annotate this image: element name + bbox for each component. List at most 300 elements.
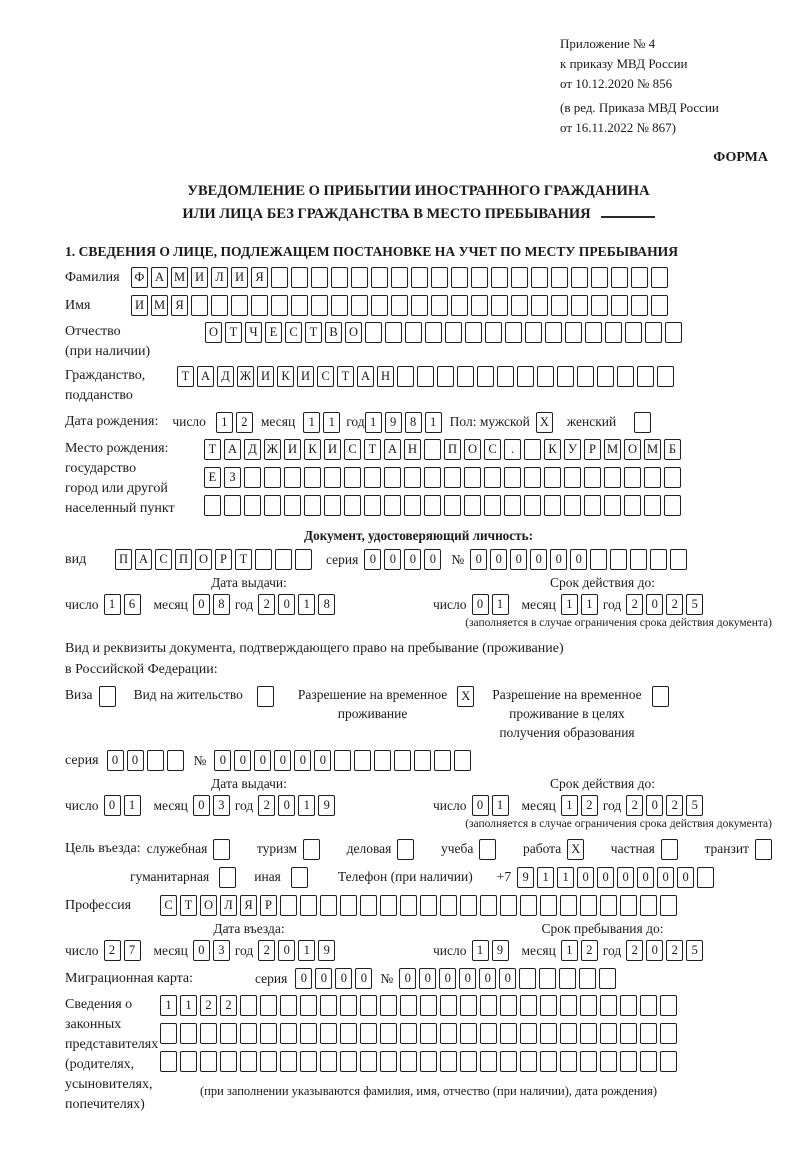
char-cell[interactable]	[260, 1023, 277, 1044]
char-cell[interactable]	[560, 895, 577, 916]
char-cell[interactable]	[425, 322, 442, 343]
char-cell[interactable]: 1	[180, 995, 197, 1016]
char-cell[interactable]: С	[344, 439, 361, 460]
char-cell[interactable]: О	[200, 895, 217, 916]
char-cell[interactable]: И	[257, 366, 274, 387]
char-cell[interactable]: 0	[570, 549, 587, 570]
char-cell[interactable]: 0	[617, 867, 634, 888]
char-cell[interactable]: Я	[240, 895, 257, 916]
char-cell[interactable]: М	[644, 439, 661, 460]
char-cell[interactable]	[545, 322, 562, 343]
char-cell[interactable]	[630, 549, 647, 570]
char-cell[interactable]	[484, 495, 501, 516]
char-cell[interactable]: 2	[666, 795, 683, 816]
char-cell[interactable]: Л	[211, 267, 228, 288]
char-cell[interactable]	[631, 267, 648, 288]
char-cell[interactable]	[551, 295, 568, 316]
char-cell[interactable]: 0	[193, 940, 210, 961]
char-cell[interactable]	[591, 295, 608, 316]
char-cell[interactable]	[340, 1023, 357, 1044]
char-cell[interactable]: Я	[171, 295, 188, 316]
char-cell[interactable]: К	[544, 439, 561, 460]
char-cell[interactable]: К	[304, 439, 321, 460]
char-cell[interactable]	[240, 1023, 257, 1044]
char-cell[interactable]	[374, 750, 391, 771]
char-cell[interactable]	[444, 467, 461, 488]
char-cell[interactable]: 0	[470, 549, 487, 570]
char-cell[interactable]: Т	[225, 322, 242, 343]
char-cell[interactable]	[540, 1051, 557, 1072]
char-cell[interactable]: 1	[303, 412, 320, 433]
char-cell[interactable]	[280, 1023, 297, 1044]
male-checkbox[interactable]: X	[536, 412, 553, 433]
char-cell[interactable]	[657, 366, 674, 387]
char-cell[interactable]	[275, 549, 292, 570]
char-cell[interactable]	[637, 366, 654, 387]
char-cell[interactable]	[371, 267, 388, 288]
char-cell[interactable]	[610, 549, 627, 570]
char-cell[interactable]: М	[171, 267, 188, 288]
char-cell[interactable]	[571, 267, 588, 288]
char-cell[interactable]	[565, 322, 582, 343]
char-cell[interactable]: 0	[127, 750, 144, 771]
char-cell[interactable]	[540, 1023, 557, 1044]
char-cell[interactable]: 3	[213, 940, 230, 961]
char-cell[interactable]: С	[285, 322, 302, 343]
char-cell[interactable]: 0	[637, 867, 654, 888]
study-checkbox[interactable]	[479, 839, 496, 860]
char-cell[interactable]	[440, 1023, 457, 1044]
char-cell[interactable]: 1	[160, 995, 177, 1016]
char-cell[interactable]	[440, 895, 457, 916]
char-cell[interactable]: С	[484, 439, 501, 460]
char-cell[interactable]	[380, 995, 397, 1016]
char-cell[interactable]	[520, 895, 537, 916]
char-cell[interactable]	[525, 322, 542, 343]
char-cell[interactable]	[491, 295, 508, 316]
humanitarian-checkbox[interactable]	[219, 867, 236, 888]
char-cell[interactable]: У	[564, 439, 581, 460]
char-cell[interactable]	[280, 1051, 297, 1072]
char-cell[interactable]: 1	[298, 940, 315, 961]
char-cell[interactable]: Д	[244, 439, 261, 460]
char-cell[interactable]	[211, 295, 228, 316]
char-cell[interactable]	[264, 495, 281, 516]
char-cell[interactable]	[460, 995, 477, 1016]
char-cell[interactable]: 0	[295, 968, 312, 989]
char-cell[interactable]	[504, 495, 521, 516]
char-cell[interactable]	[505, 322, 522, 343]
char-cell[interactable]	[640, 895, 657, 916]
char-cell[interactable]	[611, 267, 628, 288]
char-cell[interactable]	[411, 295, 428, 316]
char-cell[interactable]	[511, 267, 528, 288]
char-cell[interactable]	[291, 295, 308, 316]
char-cell[interactable]	[251, 295, 268, 316]
char-cell[interactable]: 0	[646, 940, 663, 961]
char-cell[interactable]	[620, 1023, 637, 1044]
char-cell[interactable]: 1	[537, 867, 554, 888]
char-cell[interactable]: Ч	[245, 322, 262, 343]
char-cell[interactable]	[437, 366, 454, 387]
char-cell[interactable]	[591, 267, 608, 288]
char-cell[interactable]	[544, 495, 561, 516]
char-cell[interactable]	[320, 895, 337, 916]
char-cell[interactable]	[625, 322, 642, 343]
char-cell[interactable]	[544, 467, 561, 488]
char-cell[interactable]: 0	[459, 968, 476, 989]
char-cell[interactable]: В	[325, 322, 342, 343]
char-cell[interactable]	[420, 995, 437, 1016]
char-cell[interactable]: П	[444, 439, 461, 460]
char-cell[interactable]	[300, 895, 317, 916]
char-cell[interactable]	[520, 1023, 537, 1044]
char-cell[interactable]	[640, 995, 657, 1016]
char-cell[interactable]: 9	[318, 940, 335, 961]
char-cell[interactable]: 0	[577, 867, 594, 888]
char-cell[interactable]: 0	[335, 968, 352, 989]
char-cell[interactable]: 0	[107, 750, 124, 771]
char-cell[interactable]: 0	[364, 549, 381, 570]
visa-checkbox[interactable]	[99, 686, 116, 707]
char-cell[interactable]: 2	[666, 940, 683, 961]
char-cell[interactable]: 1	[492, 795, 509, 816]
char-cell[interactable]	[440, 1051, 457, 1072]
char-cell[interactable]: 9	[385, 412, 402, 433]
char-cell[interactable]: Т	[305, 322, 322, 343]
char-cell[interactable]	[360, 1023, 377, 1044]
char-cell[interactable]	[434, 750, 451, 771]
char-cell[interactable]	[360, 1051, 377, 1072]
char-cell[interactable]	[520, 1051, 537, 1072]
char-cell[interactable]	[584, 495, 601, 516]
char-cell[interactable]	[340, 1051, 357, 1072]
char-cell[interactable]: Т	[180, 895, 197, 916]
char-cell[interactable]	[557, 366, 574, 387]
char-cell[interactable]	[364, 467, 381, 488]
char-cell[interactable]	[295, 549, 312, 570]
char-cell[interactable]: 2	[666, 594, 683, 615]
char-cell[interactable]: О	[464, 439, 481, 460]
char-cell[interactable]	[364, 495, 381, 516]
char-cell[interactable]: 0	[479, 968, 496, 989]
char-cell[interactable]	[480, 895, 497, 916]
char-cell[interactable]: А	[197, 366, 214, 387]
char-cell[interactable]	[204, 495, 221, 516]
char-cell[interactable]	[660, 1023, 677, 1044]
char-cell[interactable]: И	[191, 267, 208, 288]
char-cell[interactable]	[360, 895, 377, 916]
char-cell[interactable]	[540, 895, 557, 916]
char-cell[interactable]	[697, 867, 714, 888]
char-cell[interactable]	[640, 1051, 657, 1072]
char-cell[interactable]	[147, 750, 164, 771]
char-cell[interactable]	[611, 295, 628, 316]
char-cell[interactable]	[440, 995, 457, 1016]
char-cell[interactable]: 1	[298, 795, 315, 816]
char-cell[interactable]	[599, 968, 616, 989]
char-cell[interactable]	[431, 295, 448, 316]
char-cell[interactable]	[320, 1023, 337, 1044]
char-cell[interactable]: 2	[581, 940, 598, 961]
char-cell[interactable]	[160, 1023, 177, 1044]
char-cell[interactable]	[640, 1023, 657, 1044]
char-cell[interactable]	[385, 322, 402, 343]
char-cell[interactable]: 7	[124, 940, 141, 961]
char-cell[interactable]	[660, 895, 677, 916]
char-cell[interactable]	[584, 467, 601, 488]
char-cell[interactable]	[354, 750, 371, 771]
char-cell[interactable]	[420, 1023, 437, 1044]
char-cell[interactable]	[420, 895, 437, 916]
char-cell[interactable]: 0	[278, 594, 295, 615]
char-cell[interactable]: 8	[213, 594, 230, 615]
char-cell[interactable]	[365, 322, 382, 343]
char-cell[interactable]: 0	[404, 549, 421, 570]
char-cell[interactable]: 0	[646, 594, 663, 615]
char-cell[interactable]	[400, 1023, 417, 1044]
char-cell[interactable]: А	[135, 549, 152, 570]
char-cell[interactable]	[480, 1023, 497, 1044]
char-cell[interactable]: Т	[364, 439, 381, 460]
char-cell[interactable]	[180, 1051, 197, 1072]
char-cell[interactable]	[620, 995, 637, 1016]
char-cell[interactable]: О	[205, 322, 222, 343]
char-cell[interactable]: 1	[124, 795, 141, 816]
char-cell[interactable]	[477, 366, 494, 387]
char-cell[interactable]	[664, 495, 681, 516]
char-cell[interactable]	[460, 895, 477, 916]
temp-permit-checkbox[interactable]: X	[457, 686, 474, 707]
char-cell[interactable]: С	[160, 895, 177, 916]
char-cell[interactable]	[497, 366, 514, 387]
char-cell[interactable]: 0	[490, 549, 507, 570]
char-cell[interactable]	[580, 895, 597, 916]
char-cell[interactable]	[644, 467, 661, 488]
char-cell[interactable]	[424, 467, 441, 488]
char-cell[interactable]	[531, 267, 548, 288]
char-cell[interactable]: 9	[517, 867, 534, 888]
char-cell[interactable]: 1	[492, 594, 509, 615]
char-cell[interactable]	[660, 995, 677, 1016]
char-cell[interactable]	[191, 295, 208, 316]
char-cell[interactable]	[260, 995, 277, 1016]
char-cell[interactable]: 0	[314, 750, 331, 771]
char-cell[interactable]	[617, 366, 634, 387]
char-cell[interactable]	[660, 1051, 677, 1072]
char-cell[interactable]	[231, 295, 248, 316]
tourism-checkbox[interactable]	[303, 839, 320, 860]
char-cell[interactable]: 1	[365, 412, 382, 433]
char-cell[interactable]: 0	[499, 968, 516, 989]
char-cell[interactable]	[564, 495, 581, 516]
char-cell[interactable]	[500, 995, 517, 1016]
char-cell[interactable]: 0	[597, 867, 614, 888]
char-cell[interactable]	[504, 467, 521, 488]
char-cell[interactable]	[424, 439, 441, 460]
char-cell[interactable]	[520, 995, 537, 1016]
char-cell[interactable]	[244, 495, 261, 516]
char-cell[interactable]	[500, 1051, 517, 1072]
char-cell[interactable]: Ж	[237, 366, 254, 387]
char-cell[interactable]: Н	[377, 366, 394, 387]
char-cell[interactable]: 1	[425, 412, 442, 433]
char-cell[interactable]	[331, 267, 348, 288]
char-cell[interactable]	[304, 467, 321, 488]
char-cell[interactable]: Д	[217, 366, 234, 387]
char-cell[interactable]	[424, 495, 441, 516]
char-cell[interactable]: Р	[260, 895, 277, 916]
char-cell[interactable]	[340, 995, 357, 1016]
char-cell[interactable]	[600, 1051, 617, 1072]
char-cell[interactable]	[551, 267, 568, 288]
char-cell[interactable]: И	[297, 366, 314, 387]
char-cell[interactable]: И	[284, 439, 301, 460]
char-cell[interactable]: А	[384, 439, 401, 460]
char-cell[interactable]	[320, 995, 337, 1016]
work-checkbox[interactable]: X	[567, 839, 584, 860]
char-cell[interactable]	[344, 467, 361, 488]
char-cell[interactable]	[579, 968, 596, 989]
char-cell[interactable]	[240, 1051, 257, 1072]
char-cell[interactable]	[480, 1051, 497, 1072]
char-cell[interactable]: 0	[234, 750, 251, 771]
char-cell[interactable]	[650, 549, 667, 570]
char-cell[interactable]: 0	[399, 968, 416, 989]
char-cell[interactable]: Л	[220, 895, 237, 916]
char-cell[interactable]: 2	[220, 995, 237, 1016]
residence-permit-checkbox[interactable]	[257, 686, 274, 707]
char-cell[interactable]	[400, 995, 417, 1016]
private-checkbox[interactable]	[661, 839, 678, 860]
char-cell[interactable]: Т	[204, 439, 221, 460]
char-cell[interactable]	[280, 995, 297, 1016]
char-cell[interactable]	[444, 495, 461, 516]
char-cell[interactable]: 0	[657, 867, 674, 888]
char-cell[interactable]: И	[231, 267, 248, 288]
char-cell[interactable]	[160, 1051, 177, 1072]
char-cell[interactable]: 0	[472, 795, 489, 816]
char-cell[interactable]	[324, 467, 341, 488]
char-cell[interactable]: Ф	[131, 267, 148, 288]
char-cell[interactable]	[200, 1023, 217, 1044]
char-cell[interactable]	[244, 467, 261, 488]
char-cell[interactable]: И	[324, 439, 341, 460]
char-cell[interactable]: 0	[214, 750, 231, 771]
char-cell[interactable]: 2	[626, 795, 643, 816]
char-cell[interactable]	[300, 1051, 317, 1072]
female-checkbox[interactable]	[634, 412, 651, 433]
char-cell[interactable]	[167, 750, 184, 771]
char-cell[interactable]	[351, 267, 368, 288]
char-cell[interactable]: 2	[104, 940, 121, 961]
char-cell[interactable]: П	[175, 549, 192, 570]
char-cell[interactable]	[597, 366, 614, 387]
char-cell[interactable]	[397, 366, 414, 387]
char-cell[interactable]: Е	[204, 467, 221, 488]
char-cell[interactable]	[631, 295, 648, 316]
char-cell[interactable]	[451, 267, 468, 288]
char-cell[interactable]	[264, 467, 281, 488]
char-cell[interactable]	[620, 895, 637, 916]
char-cell[interactable]	[585, 322, 602, 343]
char-cell[interactable]: Т	[177, 366, 194, 387]
char-cell[interactable]: Р	[215, 549, 232, 570]
char-cell[interactable]	[304, 495, 321, 516]
char-cell[interactable]: О	[345, 322, 362, 343]
char-cell[interactable]: 9	[318, 795, 335, 816]
char-cell[interactable]	[485, 322, 502, 343]
official-checkbox[interactable]	[213, 839, 230, 860]
char-cell[interactable]	[590, 549, 607, 570]
char-cell[interactable]	[180, 1023, 197, 1044]
char-cell[interactable]	[271, 295, 288, 316]
char-cell[interactable]	[405, 322, 422, 343]
char-cell[interactable]	[384, 495, 401, 516]
char-cell[interactable]: 0	[419, 968, 436, 989]
char-cell[interactable]	[454, 750, 471, 771]
char-cell[interactable]	[600, 895, 617, 916]
char-cell[interactable]: 8	[318, 594, 335, 615]
char-cell[interactable]: 2	[626, 940, 643, 961]
char-cell[interactable]: 9	[492, 940, 509, 961]
char-cell[interactable]	[260, 1051, 277, 1072]
char-cell[interactable]	[334, 750, 351, 771]
char-cell[interactable]	[431, 267, 448, 288]
char-cell[interactable]: 1	[104, 594, 121, 615]
char-cell[interactable]: 1	[298, 594, 315, 615]
char-cell[interactable]: Н	[404, 439, 421, 460]
char-cell[interactable]: 2	[258, 940, 275, 961]
char-cell[interactable]	[384, 467, 401, 488]
char-cell[interactable]	[400, 895, 417, 916]
char-cell[interactable]: 0	[439, 968, 456, 989]
char-cell[interactable]: Е	[265, 322, 282, 343]
char-cell[interactable]	[284, 495, 301, 516]
char-cell[interactable]	[500, 895, 517, 916]
char-cell[interactable]	[300, 995, 317, 1016]
char-cell[interactable]: 0	[677, 867, 694, 888]
char-cell[interactable]	[644, 495, 661, 516]
char-cell[interactable]	[464, 495, 481, 516]
char-cell[interactable]	[224, 495, 241, 516]
char-cell[interactable]	[300, 1023, 317, 1044]
char-cell[interactable]	[391, 267, 408, 288]
char-cell[interactable]	[464, 467, 481, 488]
char-cell[interactable]	[604, 467, 621, 488]
char-cell[interactable]: 8	[405, 412, 422, 433]
char-cell[interactable]: К	[277, 366, 294, 387]
char-cell[interactable]: 2	[258, 795, 275, 816]
char-cell[interactable]: 2	[258, 594, 275, 615]
char-cell[interactable]: 1	[561, 795, 578, 816]
char-cell[interactable]: Т	[235, 549, 252, 570]
char-cell[interactable]: М	[604, 439, 621, 460]
char-cell[interactable]	[445, 322, 462, 343]
char-cell[interactable]	[391, 295, 408, 316]
char-cell[interactable]	[624, 495, 641, 516]
char-cell[interactable]	[411, 267, 428, 288]
char-cell[interactable]: Б	[664, 439, 681, 460]
char-cell[interactable]: А	[151, 267, 168, 288]
char-cell[interactable]: 0	[193, 795, 210, 816]
char-cell[interactable]	[311, 267, 328, 288]
char-cell[interactable]	[371, 295, 388, 316]
char-cell[interactable]	[519, 968, 536, 989]
char-cell[interactable]: Т	[337, 366, 354, 387]
char-cell[interactable]	[620, 1051, 637, 1072]
char-cell[interactable]	[564, 467, 581, 488]
